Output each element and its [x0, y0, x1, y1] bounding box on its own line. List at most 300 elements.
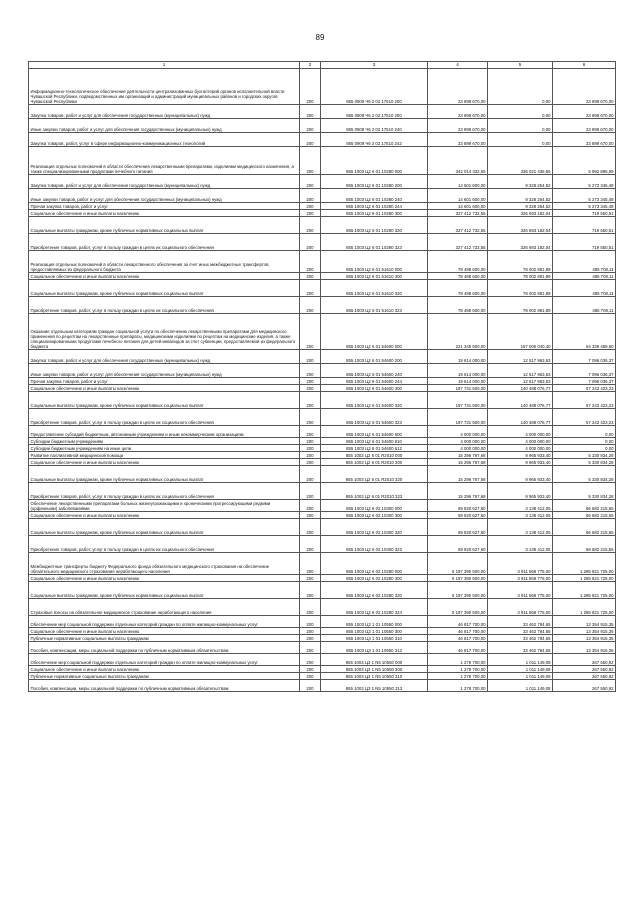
- row-approved-cell: 327 412 732,55: [428, 234, 488, 251]
- table-row: [29, 466, 616, 483]
- row-name-cell: Пособия, компенсации, меры социальной поддержки по публичным нормативным обязательствам: [29, 642, 300, 654]
- row-remaining-cell: 7 096 036,37: [553, 364, 616, 378]
- row-code-cell: 200: [300, 392, 321, 409]
- row-remaining-cell: 13 354 915,35: [553, 628, 616, 635]
- row-remaining-cell: 719 550,51: [553, 217, 616, 234]
- row-name-cell: Социальное обеспечение и иные выплаты населению: [29, 273, 300, 280]
- row-name-cell: Развитие паллиативной медицинской помощи: [29, 452, 300, 459]
- row-approved-cell: 4 000 000,00: [428, 445, 488, 452]
- row-name-cell: Приобретение товаров, работ, услуг в пользу граждан в целях их социального обеспечения: [29, 409, 300, 426]
- row-approved-cell: 5 197 390 500,00: [428, 575, 488, 582]
- row-name-cell: Закупка товаров, работ, услуг в сфере информационно-коммуникационных технологий: [29, 133, 300, 147]
- table-row: [29, 409, 616, 426]
- row-approved-cell: 46 817 700,00: [428, 616, 488, 628]
- row-name-cell: Социальные выплаты гражданам, кроме публичных нормативных социальных выплат: [29, 217, 300, 234]
- row-executed-cell: 33 462 784,65: [488, 628, 553, 635]
- row-approved-cell: 1 278 700,00: [428, 680, 488, 692]
- table-row: [29, 519, 616, 536]
- row-kbk-cell: 855 1003 Ц2 6 01 54600 244: [321, 378, 428, 385]
- row-kbk-cell: 855 1003 Ц2 6 01 54600 610: [321, 438, 428, 445]
- row-executed-cell: 1 011 149,08: [488, 666, 553, 673]
- row-name-cell: Субсидии бюджетным учреждениям на иные цели: [29, 445, 300, 452]
- row-remaining-cell: 719 550,51: [553, 234, 616, 251]
- row-approved-cell: 78 488 600,00: [428, 273, 488, 280]
- row-code-cell: 200: [300, 280, 321, 297]
- row-name-cell: Публичные нормативные социальные выплаты гражданам: [29, 635, 300, 642]
- row-code-cell: 200: [300, 119, 321, 133]
- budget-table: [28, 61, 616, 692]
- row-name-cell: Иные закупки товаров, работ и услуг для обеспечения государственных (муниципальных) нужд: [29, 119, 300, 133]
- row-name-cell: Реализация отдельных полномочий в области обеспечения лекарственными препаратами, изделиями медицинского назначения, а также специализированными продуктами лечебного питания: [29, 147, 300, 175]
- row-executed-cell: 3 911 568 775,00: [488, 582, 553, 599]
- row-code-cell: 200: [300, 147, 321, 175]
- row-executed-cell: 33 462 784,65: [488, 642, 553, 654]
- row-name-cell: Социальное обеспечение и иные выплаты населению: [29, 210, 300, 217]
- row-approved-cell: 69 820 627,60: [428, 512, 488, 519]
- row-code-cell: 200: [300, 364, 321, 378]
- row-name-cell: Иные закупки товаров, работ и услуг для обеспечения государственных (муниципальных) нужд: [29, 189, 300, 203]
- row-name-cell: Обеспечение мер социальной поддержки отдельных категорий граждан по оплате жилищно-коммунальных услуг: [29, 616, 300, 628]
- row-approved-cell: 15 296 767,68: [428, 483, 488, 500]
- row-executed-cell: 33 462 784,65: [488, 635, 553, 642]
- row-code-cell: 200: [300, 385, 321, 392]
- row-code-cell: 200: [300, 553, 321, 575]
- row-executed-cell: 3 911 568 775,00: [488, 575, 553, 582]
- row-remaining-cell: 7 096 036,37: [553, 350, 616, 364]
- row-name-cell: Иные закупки товаров, работ и услуг для обеспечения государственных (муниципальных) нужд: [29, 364, 300, 378]
- row-code-cell: 200: [300, 234, 321, 251]
- row-remaining-cell: 13 354 915,35: [553, 635, 616, 642]
- row-remaining-cell: 267 550,92: [553, 673, 616, 680]
- row-kbk-cell: 855 1003 Ц2 6 02 10300 323: [321, 536, 428, 553]
- row-approved-cell: 14 601 600,00: [428, 203, 488, 210]
- row-kbk-cell: 855 0909 Ч6 2 02 17510 242: [321, 133, 428, 147]
- row-executed-cell: 157 006 040,40: [488, 314, 553, 350]
- row-executed-cell: 78 002 891,89: [488, 280, 553, 297]
- table-row: [29, 217, 616, 234]
- row-remaining-cell: 1 285 821 725,00: [553, 553, 616, 575]
- row-remaining-cell: 5 330 834,28: [553, 466, 616, 483]
- row-executed-cell: 4 000 000,00: [488, 426, 553, 438]
- row-code-cell: 200: [300, 483, 321, 500]
- row-executed-cell: 9 965 933,40: [488, 459, 553, 466]
- row-approved-cell: 5 197 390 500,00: [428, 553, 488, 575]
- row-name-cell: Оказание отдельным категориям граждан социальной услуги по обеспечению лекарственными препаратами для медицинского применения по рецептам на лекарственные препараты, медицинскими изделиями по рецептам на медицинские изделия, а также специализированными продуктами лечебного питания для детей-инвалидов за счет субвенции, предоставляемой из федерального бюджета: [29, 314, 300, 350]
- row-approved-cell: 5 197 390 500,00: [428, 582, 488, 599]
- row-executed-cell: 9 328 254,52: [488, 189, 553, 203]
- row-code-cell: 200: [300, 452, 321, 459]
- table-row: [29, 536, 616, 553]
- row-name-cell: Приобретение товаров, работ, услуг в пользу граждан в целях их социального обеспечения: [29, 297, 300, 314]
- row-kbk-cell: 855 1003 Ц2 6 02 10300 000: [321, 500, 428, 512]
- row-code-cell: 200: [300, 519, 321, 536]
- row-approved-cell: 15 296 767,68: [428, 466, 488, 483]
- row-code-cell: 200: [300, 251, 321, 273]
- row-executed-cell: 3 138 412,05: [488, 500, 553, 512]
- row-approved-cell: 342 014 332,55: [428, 147, 488, 175]
- row-executed-cell: 3 911 568 775,00: [488, 599, 553, 616]
- row-remaining-cell: 485 708,11: [553, 280, 616, 297]
- row-code-cell: 200: [300, 512, 321, 519]
- row-remaining-cell: 5 273 345,48: [553, 175, 616, 189]
- table-row: [29, 616, 616, 628]
- row-code-cell: 200: [300, 635, 321, 642]
- row-name-cell: Обеспечение лекарственными препаратами больных жизнеугрожающими и хроническими прогрессирующими редкими (орфанными) заболеваниями: [29, 500, 300, 512]
- row-approved-cell: 15 296 767,68: [428, 459, 488, 466]
- row-kbk-cell: 855 1003 Ц2 6 01 10280 244: [321, 203, 428, 210]
- row-approved-cell: 197 731 500,00: [428, 392, 488, 409]
- row-code-cell: 200: [300, 314, 321, 350]
- table-row: [29, 69, 616, 105]
- row-approved-cell: 197 731 500,00: [428, 409, 488, 426]
- row-remaining-cell: 5 330 834,28: [553, 459, 616, 466]
- row-remaining-cell: 267 550,92: [553, 666, 616, 673]
- table-header-row: [29, 62, 616, 69]
- row-code-cell: 200: [300, 438, 321, 445]
- row-kbk-cell: 855 1003 Ц2 6 01 51610 323: [321, 297, 428, 314]
- row-kbk-cell: 855 1003 Ц2 6 01 10280 000: [321, 147, 428, 175]
- row-code-cell: 200: [300, 350, 321, 364]
- row-kbk-cell: 855 1003 Ц2 6 01 51610 000: [321, 251, 428, 273]
- row-kbk-cell: 855 1003 Ц3 1 01 10550 000: [321, 616, 428, 628]
- column-header: 6: [553, 62, 616, 69]
- row-name-cell: Приобретение товаров, работ, услуг в пользу граждан в целях их социального обеспечения: [29, 483, 300, 500]
- row-kbk-cell: 855 1003 Ц2 6 01 51610 320: [321, 280, 428, 297]
- row-remaining-cell: 23 899 670,00: [553, 69, 616, 105]
- row-approved-cell: 23 899 670,00: [428, 69, 488, 105]
- row-executed-cell: 78 002 891,89: [488, 273, 553, 280]
- row-remaining-cell: 267 550,92: [553, 654, 616, 666]
- row-kbk-cell: 855 1003 Ц2 6 01 10280 300: [321, 210, 428, 217]
- row-executed-cell: 12 517 963,63: [488, 350, 553, 364]
- table-row: [29, 642, 616, 654]
- row-code-cell: 200: [300, 409, 321, 426]
- table-row: [29, 273, 616, 280]
- table-row: [29, 189, 616, 203]
- column-header: 5: [488, 62, 553, 69]
- row-code-cell: 200: [300, 599, 321, 616]
- row-executed-cell: 78 002 891,89: [488, 297, 553, 314]
- table-row: [29, 203, 616, 210]
- row-remaining-cell: 1 285 821 725,00: [553, 599, 616, 616]
- row-kbk-cell: 855 1003 Ц2 6 01 54600 600: [321, 426, 428, 438]
- row-remaining-cell: 13 354 915,35: [553, 616, 616, 628]
- row-name-cell: Межбюджетные трансферты бюджету Федерального фонда обязательного медицинского страхования на обеспечение обязательного медицинского страхования неработающего населения: [29, 553, 300, 575]
- row-approved-cell: 23 899 670,00: [428, 133, 488, 147]
- row-remaining-cell: 5 273 345,48: [553, 203, 616, 210]
- row-approved-cell: 221 345 500,00: [428, 314, 488, 350]
- row-name-cell: Приобретение товаров, работ, услуг в пользу граждан в целях их социального обеспечения: [29, 536, 300, 553]
- row-kbk-cell: 855 1003 Ц2 6 01 10280 323: [321, 234, 428, 251]
- table-row: [29, 445, 616, 452]
- row-approved-cell: 78 488 600,00: [428, 280, 488, 297]
- row-remaining-cell: 5 273 345,48: [553, 189, 616, 203]
- row-approved-cell: 4 000 000,00: [428, 426, 488, 438]
- table-row: [29, 483, 616, 500]
- row-remaining-cell: 66 682 215,55: [553, 519, 616, 536]
- row-kbk-cell: 855 0909 Ч6 2 02 17510 240: [321, 119, 428, 133]
- row-name-cell: Закупка товаров, работ и услуг для обеспечения государственных (муниципальных) нужд: [29, 175, 300, 189]
- table-row: [29, 105, 616, 119]
- table-row: [29, 635, 616, 642]
- row-approved-cell: 19 614 000,00: [428, 364, 488, 378]
- row-kbk-cell: 855 1003 Ц2 6 01 54600 320: [321, 392, 428, 409]
- row-remaining-cell: 0,00: [553, 426, 616, 438]
- row-kbk-cell: 855 1003 Ц2 6 01 54600 240: [321, 364, 428, 378]
- row-name-cell: Социальное обеспечение и иные выплаты населению: [29, 385, 300, 392]
- row-approved-cell: 14 601 600,00: [428, 189, 488, 203]
- row-remaining-cell: 7 096 036,37: [553, 378, 616, 385]
- row-remaining-cell: 57 243 423,23: [553, 409, 616, 426]
- row-code-cell: 200: [300, 297, 321, 314]
- row-remaining-cell: 66 682 215,55: [553, 512, 616, 519]
- row-name-cell: Обеспечение мер социальной поддержки отдельных категорий граждан по оплате жилищно-коммунальных услуг: [29, 654, 300, 666]
- row-approved-cell: 327 412 732,55: [428, 210, 488, 217]
- row-approved-cell: 69 820 627,60: [428, 500, 488, 512]
- row-approved-cell: 69 820 627,60: [428, 519, 488, 536]
- row-kbk-cell: 855 1003 Ц2 6 02 10280 320: [321, 582, 428, 599]
- row-approved-cell: 1 278 700,00: [428, 654, 488, 666]
- row-code-cell: 200: [300, 378, 321, 385]
- table-row: [29, 251, 616, 273]
- row-name-cell: Прочая закупка товаров, работ и услуг: [29, 203, 300, 210]
- row-executed-cell: 9 328 254,52: [488, 203, 553, 210]
- row-code-cell: 200: [300, 575, 321, 582]
- column-header: 1: [29, 62, 300, 69]
- row-kbk-cell: 855 1003 Ц3 1 01 10550 310: [321, 635, 428, 642]
- row-approved-cell: 197 731 500,00: [428, 385, 488, 392]
- row-remaining-cell: 485 708,11: [553, 251, 616, 273]
- row-remaining-cell: 267 550,92: [553, 680, 616, 692]
- row-kbk-cell: 855 1003 Ц3 1 N5 10550 313: [321, 680, 428, 692]
- row-remaining-cell: 23 899 670,00: [553, 105, 616, 119]
- row-kbk-cell: 855 1003 Ц2 6 02 10280 324: [321, 599, 428, 616]
- table-row: [29, 680, 616, 692]
- row-executed-cell: 326 693 182,04: [488, 217, 553, 234]
- row-name-cell: Пособия, компенсации, меры социальной поддержки по публичным нормативным обязательствам: [29, 680, 300, 692]
- row-code-cell: 200: [300, 536, 321, 553]
- row-executed-cell: 3 911 568 775,00: [488, 553, 553, 575]
- row-approved-cell: 5 197 390 500,00: [428, 599, 488, 616]
- row-code-cell: 200: [300, 673, 321, 680]
- table-row: [29, 378, 616, 385]
- row-code-cell: 200: [300, 628, 321, 635]
- table-row: [29, 512, 616, 519]
- row-kbk-cell: 855 1003 Ц3 1 01 10550 300: [321, 628, 428, 635]
- row-code-cell: 200: [300, 445, 321, 452]
- row-code-cell: 200: [300, 175, 321, 189]
- row-kbk-cell: 855 1003 Ц2 6 01 51610 300: [321, 273, 428, 280]
- row-executed-cell: 4 000 000,00: [488, 445, 553, 452]
- row-code-cell: 200: [300, 426, 321, 438]
- row-approved-cell: 14 601 600,00: [428, 175, 488, 189]
- table-row: [29, 175, 616, 189]
- row-remaining-cell: 0,00: [553, 438, 616, 445]
- row-kbk-cell: 855 1003 Ц2 6 01 10280 240: [321, 189, 428, 203]
- row-kbk-cell: 855 0909 Ч6 2 02 17510 200: [321, 69, 428, 105]
- row-kbk-cell: 855 1003 Ц2 6 01 54600 612: [321, 445, 428, 452]
- row-executed-cell: 326 693 182,04: [488, 210, 553, 217]
- row-executed-cell: 78 002 891,89: [488, 251, 553, 273]
- row-remaining-cell: 719 550,51: [553, 210, 616, 217]
- row-approved-cell: 19 614 000,00: [428, 350, 488, 364]
- row-code-cell: 200: [300, 459, 321, 466]
- row-code-cell: 200: [300, 273, 321, 280]
- row-kbk-cell: 855 0909 Ч6 2 02 17510 200: [321, 105, 428, 119]
- row-approved-cell: 4 000 000,00: [428, 438, 488, 445]
- row-name-cell: Социальное обеспечение и иные выплаты населению: [29, 459, 300, 466]
- row-code-cell: 200: [300, 203, 321, 210]
- row-executed-cell: 140 488 076,77: [488, 392, 553, 409]
- row-executed-cell: 9 965 933,40: [488, 466, 553, 483]
- row-name-cell: Социальное обеспечение и иные выплаты населению: [29, 575, 300, 582]
- row-executed-cell: 3 138 412,05: [488, 536, 553, 553]
- row-code-cell: 200: [300, 69, 321, 105]
- row-kbk-cell: 855 1003 Ц2 6 01 10280 200: [321, 175, 428, 189]
- row-kbk-cell: 855 1003 Ц2 6 01 10280 320: [321, 217, 428, 234]
- row-code-cell: 200: [300, 210, 321, 217]
- table-row: [29, 210, 616, 217]
- table-row: [29, 350, 616, 364]
- row-executed-cell: 33 462 784,65: [488, 616, 553, 628]
- row-remaining-cell: 485 708,11: [553, 297, 616, 314]
- row-code-cell: 200: [300, 466, 321, 483]
- row-code-cell: 200: [300, 217, 321, 234]
- column-header: 2: [300, 62, 321, 69]
- row-kbk-cell: 855 1003 Ц3 1 N5 10550 310: [321, 673, 428, 680]
- row-executed-cell: 336 021 436,56: [488, 147, 553, 175]
- table-row: [29, 582, 616, 599]
- row-name-cell: Закупка товаров, работ и услуг для обеспечения государственных (муниципальных) нужд: [29, 350, 300, 364]
- row-code-cell: 200: [300, 105, 321, 119]
- row-kbk-cell: 855 1003 Ц2 6 01 R2010 320: [321, 466, 428, 483]
- table-row: [29, 438, 616, 445]
- row-executed-cell: 9 965 933,40: [488, 483, 553, 500]
- row-code-cell: 200: [300, 582, 321, 599]
- row-code-cell: 200: [300, 500, 321, 512]
- row-approved-cell: 46 817 700,00: [428, 628, 488, 635]
- row-executed-cell: 3 138 412,05: [488, 512, 553, 519]
- row-approved-cell: 1 278 700,00: [428, 666, 488, 673]
- row-executed-cell: 0,00: [488, 119, 553, 133]
- table-row: [29, 385, 616, 392]
- row-remaining-cell: 5 330 834,28: [553, 452, 616, 459]
- row-kbk-cell: 855 1003 Ц2 6 01 R2010 323: [321, 483, 428, 500]
- table-row: [29, 280, 616, 297]
- row-kbk-cell: 855 1003 Ц2 6 01 54600 300: [321, 385, 428, 392]
- row-approved-cell: 1 278 700,00: [428, 673, 488, 680]
- row-approved-cell: 327 412 732,55: [428, 217, 488, 234]
- row-remaining-cell: 64 339 459,60: [553, 314, 616, 350]
- row-approved-cell: 23 899 670,00: [428, 119, 488, 133]
- row-executed-cell: 4 000 000,00: [488, 438, 553, 445]
- row-name-cell: Социальные выплаты гражданам, кроме публичных нормативных социальных выплат: [29, 280, 300, 297]
- row-executed-cell: 0,00: [488, 133, 553, 147]
- row-name-cell: Социальные выплаты гражданам, кроме публичных нормативных социальных выплат: [29, 392, 300, 409]
- row-approved-cell: 69 820 627,60: [428, 536, 488, 553]
- row-name-cell: Субсидии бюджетным учреждениям: [29, 438, 300, 445]
- row-kbk-cell: 855 1003 Ц3 1 01 10550 313: [321, 642, 428, 654]
- table-row: [29, 666, 616, 673]
- row-executed-cell: 140 488 076,77: [488, 409, 553, 426]
- table-row: [29, 314, 616, 350]
- row-executed-cell: 326 693 182,04: [488, 234, 553, 251]
- row-kbk-cell: 855 1003 Ц2 6 02 10280 300: [321, 575, 428, 582]
- table-row: [29, 119, 616, 133]
- row-executed-cell: 12 517 963,63: [488, 378, 553, 385]
- table-row: [29, 599, 616, 616]
- row-remaining-cell: 23 899 670,00: [553, 119, 616, 133]
- table-row: [29, 452, 616, 459]
- table-row: [29, 500, 616, 512]
- row-kbk-cell: 855 1003 Ц2 6 01 R2010 300: [321, 459, 428, 466]
- table-row: [29, 234, 616, 251]
- row-code-cell: 200: [300, 616, 321, 628]
- row-remaining-cell: 66 682 215,55: [553, 500, 616, 512]
- row-approved-cell: 19 614 000,00: [428, 378, 488, 385]
- table-row: [29, 364, 616, 378]
- row-name-cell: Закупка товаров, работ и услуг для обеспечения государственных (муниципальных) нужд: [29, 105, 300, 119]
- row-name-cell: Социальное обеспечение и иные выплаты населению: [29, 512, 300, 519]
- row-remaining-cell: 23 899 670,00: [553, 133, 616, 147]
- table-row: [29, 553, 616, 575]
- row-kbk-cell: 855 1003 Ц2 6 02 10300 300: [321, 512, 428, 519]
- row-approved-cell: 78 488 600,00: [428, 297, 488, 314]
- row-code-cell: 200: [300, 680, 321, 692]
- row-code-cell: 200: [300, 189, 321, 203]
- table-row: [29, 426, 616, 438]
- row-remaining-cell: 0,00: [553, 445, 616, 452]
- row-executed-cell: 9 965 933,40: [488, 452, 553, 459]
- row-name-cell: Информационно-технологическое обеспечение деятельности централизованных бухгалтерий органов исполнительной власти Чувашской Республики, подведомственных им организаций и администраций муниципальных районов и городских округов Чувашской Республики: [29, 69, 300, 105]
- table-row: [29, 673, 616, 680]
- row-approved-cell: 23 899 670,00: [428, 105, 488, 119]
- page-number: 89: [315, 33, 325, 42]
- table-row: [29, 654, 616, 666]
- row-name-cell: Социальные выплаты гражданам, кроме публичных нормативных социальных выплат: [29, 582, 300, 599]
- row-name-cell: Прочая закупка товаров, работ и услуг: [29, 378, 300, 385]
- column-header: 4: [428, 62, 488, 69]
- row-name-cell: Социальное обеспечение и иные выплаты населению: [29, 666, 300, 673]
- table-row: [29, 575, 616, 582]
- row-approved-cell: 15 296 767,68: [428, 452, 488, 459]
- row-remaining-cell: 13 354 915,35: [553, 642, 616, 654]
- row-remaining-cell: 5 992 895,99: [553, 147, 616, 175]
- row-approved-cell: 46 817 700,00: [428, 642, 488, 654]
- row-name-cell: Социальные выплаты гражданам, кроме публичных нормативных социальных выплат: [29, 466, 300, 483]
- row-kbk-cell: 855 1003 Ц3 1 N5 10550 300: [321, 666, 428, 673]
- row-executed-cell: 1 011 149,08: [488, 680, 553, 692]
- table-row: [29, 392, 616, 409]
- row-remaining-cell: 1 285 821 725,00: [553, 582, 616, 599]
- row-executed-cell: 12 517 963,63: [488, 364, 553, 378]
- row-name-cell: Реализация отдельных полномочий в области лекарственного обеспечения за счет иных межбюджетных трансфертов, предоставляемых из федерального бюджета: [29, 251, 300, 273]
- column-header: 3: [321, 62, 428, 69]
- row-name-cell: Страховые взносы на обязательное медицинское страхование неработающего населения: [29, 599, 300, 616]
- row-kbk-cell: 855 1003 Ц2 6 01 R2010 000: [321, 452, 428, 459]
- row-remaining-cell: 57 243 423,23: [553, 392, 616, 409]
- row-remaining-cell: 57 243 423,23: [553, 385, 616, 392]
- row-name-cell: Предоставление субсидий бюджетным, автономным учреждениям и иным некоммерческим организациям: [29, 426, 300, 438]
- table-row: [29, 459, 616, 466]
- row-remaining-cell: 5 330 834,28: [553, 483, 616, 500]
- row-executed-cell: 3 138 412,05: [488, 519, 553, 536]
- table-row: [29, 133, 616, 147]
- row-executed-cell: 1 011 149,08: [488, 673, 553, 680]
- row-kbk-cell: 855 1003 Ц2 6 01 54600 200: [321, 350, 428, 364]
- row-kbk-cell: 855 1003 Ц2 6 01 54600 323: [321, 409, 428, 426]
- row-kbk-cell: 855 1003 Ц2 6 01 54600 000: [321, 314, 428, 350]
